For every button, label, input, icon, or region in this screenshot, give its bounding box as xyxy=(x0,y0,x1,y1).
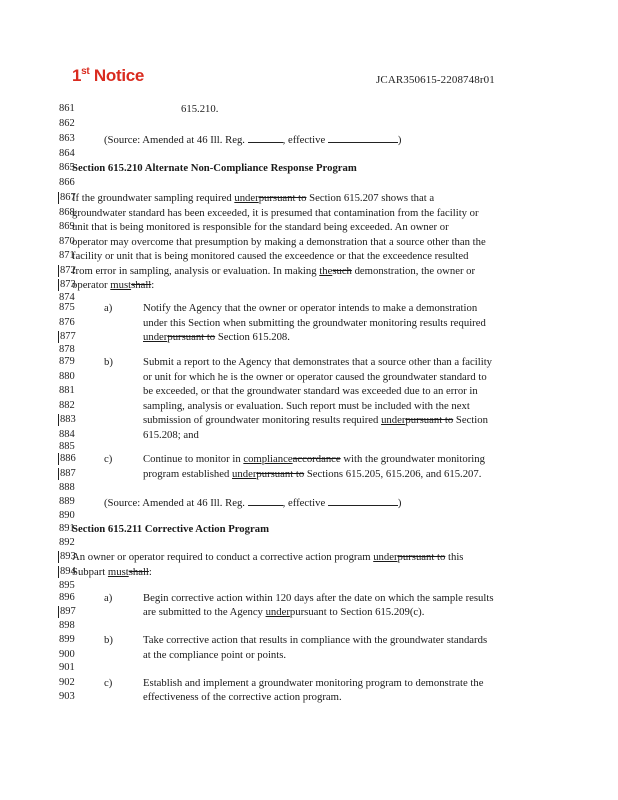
line-number: 882 xyxy=(59,400,75,411)
text-line: program established underpursuant to Sections 615.205, 615.206, and 615.207. xyxy=(143,468,482,480)
text-line: An owner or operator required to conduct a corrective action program underpursuant to this xyxy=(72,551,464,563)
notice-word: Notice xyxy=(93,66,145,85)
line-number: 866 xyxy=(59,177,75,188)
line-number: 896 xyxy=(59,592,75,603)
item-marker: a) xyxy=(104,302,113,314)
line-number: 865 xyxy=(59,162,75,173)
text-line: Take corrective action that results in compliance with the groundwater standards xyxy=(143,634,488,646)
blank-line xyxy=(248,133,283,143)
line-number: 884 xyxy=(59,429,75,440)
line-number: 879 xyxy=(59,356,75,367)
document-id: JCAR350615-2208748r01 xyxy=(376,74,495,86)
source-note: (Source: Amended at 46 Ill. Reg. , effective ) xyxy=(104,134,402,146)
line-number: 898 xyxy=(59,620,75,631)
text-line: submission of groundwater monitoring results required underpursuant to Section xyxy=(143,414,488,426)
notice-number: 1 xyxy=(72,66,82,85)
text-line: at the compliance point or points. xyxy=(143,649,287,661)
line-number: 875 xyxy=(59,302,75,313)
line-number: 877 xyxy=(58,331,88,343)
line-number: 881 xyxy=(59,385,75,396)
text-line: Continue to monitor in complianceaccordance with the groundwater monitoring xyxy=(143,453,485,465)
section-heading: Section 615.210 Alternate Non-Compliance Response Program xyxy=(72,162,357,174)
line-number: 887 xyxy=(58,468,88,480)
item-marker: a) xyxy=(104,592,113,604)
line-number: 902 xyxy=(59,677,75,688)
blank-line xyxy=(248,496,283,506)
text-line: from error in sampling, analysis or evaluation. In making thesuch demonstration, the owner or xyxy=(72,265,476,277)
line-number: 869 xyxy=(59,221,75,232)
line-number: 876 xyxy=(59,317,75,328)
notice-ordinal: st xyxy=(81,66,90,77)
line-number: 901 xyxy=(59,662,75,673)
source-note: (Source: Amended at 46 Ill. Reg. , effective ) xyxy=(104,497,402,509)
text-line: Establish and implement a groundwater monitoring program to demonstrate the xyxy=(143,677,484,689)
text-line: underpursuant to Section 615.208. xyxy=(143,331,290,343)
line-number: 873 xyxy=(58,279,88,291)
line-number: 868 xyxy=(59,207,75,218)
text-line: groundwater standard has been exceeded, it is presumed that contamination from the facility or xyxy=(72,207,479,219)
line-number: 889 xyxy=(59,496,75,507)
notice-heading xyxy=(72,66,144,86)
section-heading: Section 615.211 Corrective Action Program xyxy=(72,523,269,535)
line-number: 903 xyxy=(59,691,75,702)
line-number: 892 xyxy=(59,537,75,548)
item-marker: c) xyxy=(104,453,113,465)
line-number: 872 xyxy=(58,265,88,277)
text-line: If the groundwater sampling required underpursuant to Section 615.207 shows that a xyxy=(72,192,435,204)
text-line: sampling, analysis or evaluation. Such report must be included with the next xyxy=(143,400,470,412)
text-line: 615.208; and xyxy=(143,429,199,441)
blank-line xyxy=(328,133,398,143)
line-number: 883 xyxy=(58,414,88,426)
text-line: effectiveness of the corrective action program. xyxy=(143,691,342,703)
text-line: are submitted to the Agency underpursuant to Section 615.209(c). xyxy=(143,606,425,618)
text-line: Submit a report to the Agency that demonstrates that a source other than a facility xyxy=(143,356,493,368)
text-line: facility or unit that is being monitored caused the exceedence or that the exceedence resulted xyxy=(72,250,469,262)
line-number: 885 xyxy=(59,441,75,452)
line-number: 897 xyxy=(58,606,88,618)
text-line: Subpart mustshall: xyxy=(72,566,152,578)
line-number: 899 xyxy=(59,634,75,645)
line-number: 870 xyxy=(59,236,75,247)
blank-line xyxy=(328,496,398,506)
line-number: 893 xyxy=(58,551,88,563)
item-marker: b) xyxy=(104,634,113,646)
line-number: 863 xyxy=(59,133,75,144)
text-line: unit that is being monitored is responsible for the standard being exceeded. An owner or xyxy=(72,221,449,233)
line-number: 886 xyxy=(58,453,88,465)
line-number: 890 xyxy=(59,510,75,521)
text-line: 615.210. xyxy=(181,103,219,115)
line-number: 862 xyxy=(59,118,75,129)
text-line: Begin corrective action within 120 days after the date on which the sample results xyxy=(143,592,494,604)
line-number: 880 xyxy=(59,371,75,382)
line-number: 900 xyxy=(59,649,75,660)
item-marker: c) xyxy=(104,677,113,689)
text-line: operator may overcome that presumption by making a demonstration that a source other than the xyxy=(72,236,486,248)
line-number: 861 xyxy=(59,103,75,114)
line-number: 871 xyxy=(59,250,75,261)
line-number: 867 xyxy=(58,192,88,204)
line-number: 894 xyxy=(58,566,88,578)
text-line: under this Section when submitting the groundwater monitoring results required xyxy=(143,317,486,329)
text-line: or unit for which he is the owner or operator caused the groundwater standard to xyxy=(143,371,487,383)
line-number: 895 xyxy=(59,580,75,591)
item-marker: b) xyxy=(104,356,113,368)
line-number: 888 xyxy=(59,482,75,493)
line-number: 878 xyxy=(59,344,75,355)
text-line: operator mustshall: xyxy=(72,279,155,291)
text-line: Notify the Agency that the owner or operator intends to make a demonstration xyxy=(143,302,478,314)
line-number: 864 xyxy=(59,148,75,159)
text-line: be exceeded, or that the groundwater standard was exceeded due to an error in xyxy=(143,385,478,397)
line-number: 891 xyxy=(59,523,75,534)
line-number: 874 xyxy=(59,292,75,303)
